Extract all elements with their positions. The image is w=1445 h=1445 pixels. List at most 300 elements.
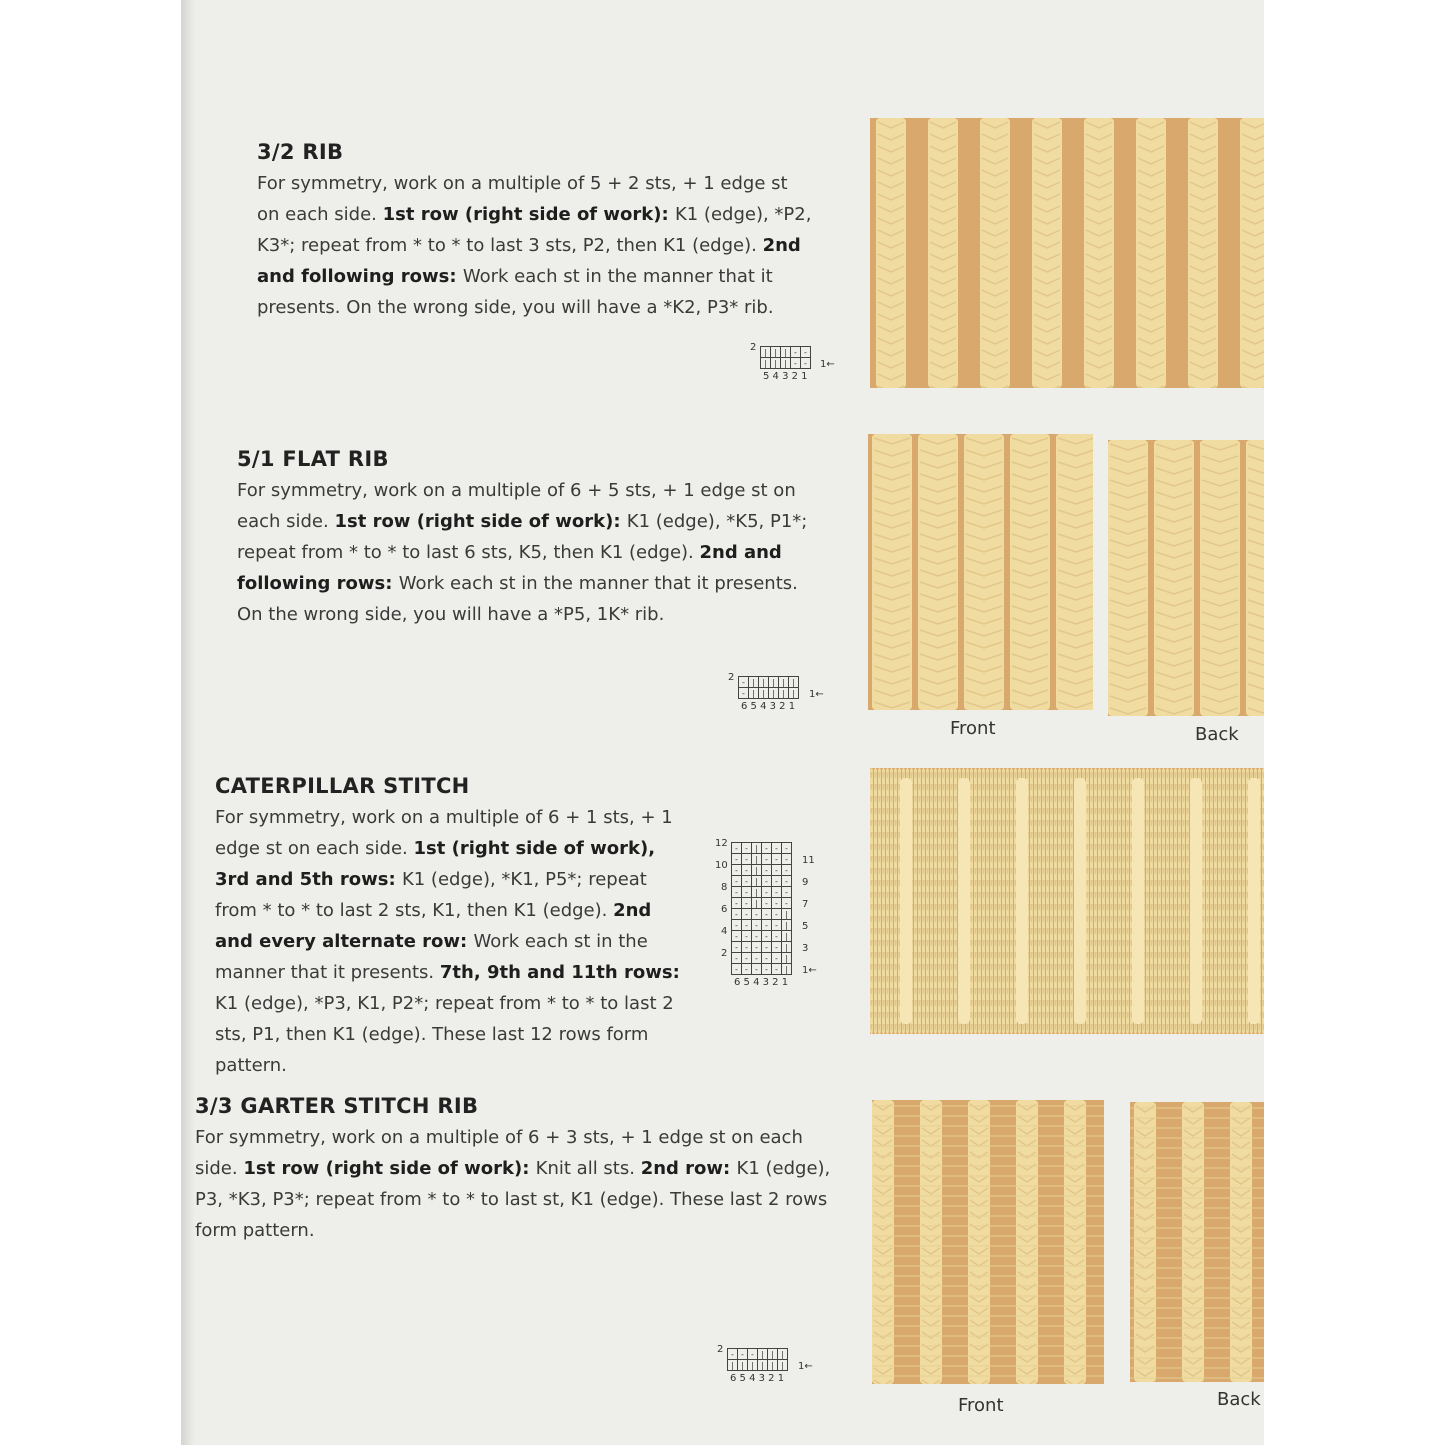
knit-stitch [927, 1024, 928, 1030]
chart-column-numbers: 5 4 3 2 1 [763, 371, 808, 382]
knit-stitch [891, 772, 892, 778]
knit-stitch [935, 976, 936, 982]
chart-cell: - [742, 942, 752, 953]
knit-stitch [971, 784, 972, 790]
knit-stitch [879, 976, 880, 982]
knit-stitch [1227, 832, 1228, 838]
knit-column [1062, 768, 1065, 1034]
chart-cell: - [752, 964, 762, 975]
knit-stitch [943, 784, 944, 790]
knit-stitch [1227, 844, 1228, 850]
knit-stitch [1011, 868, 1012, 874]
knit-stitch [987, 1024, 988, 1030]
knit-stitch [951, 844, 952, 850]
knit-stitch [1103, 832, 1104, 838]
knit-stitch [919, 916, 920, 922]
knit-stitch [1155, 904, 1156, 910]
knit-stitch [1047, 868, 1048, 874]
knit-stitch [1147, 964, 1148, 970]
knit-stitch [919, 796, 920, 802]
knit-stitch [1203, 1000, 1204, 1006]
knit-stitch [1107, 1024, 1108, 1030]
knit-stitch [1231, 880, 1232, 886]
knit-stitch [1147, 808, 1148, 814]
knit-stitch [947, 1024, 948, 1030]
knit-stitch [971, 1000, 972, 1006]
knit-stitch [1223, 892, 1224, 898]
knit-stitch [1035, 976, 1036, 982]
body-text-run: For symmetry, work on a multiple of 6 + 5 sts, + 1 edge st on each side. [237, 480, 796, 532]
knit-stitch [971, 928, 972, 934]
knit-stitch [1215, 796, 1216, 802]
knit-stitch [1127, 1000, 1128, 1006]
knit-stitch [1051, 940, 1052, 946]
chart-cell: | [759, 688, 769, 699]
knit-stitch [987, 916, 988, 922]
knit-stitch [923, 820, 924, 826]
knit-stitch [947, 940, 948, 946]
knit-stitch [923, 964, 924, 970]
knit-stitch [915, 820, 916, 826]
chart-column-numbers: 6 5 4 3 2 1 [741, 701, 796, 712]
knit-stitch [1175, 964, 1176, 970]
knit-stitch [1015, 796, 1016, 802]
knit-stitch [919, 844, 920, 850]
knit-stitch [939, 820, 940, 826]
knit-stitch [1147, 988, 1148, 994]
knit-stitch [1131, 808, 1132, 814]
knit-stitch [1127, 940, 1128, 946]
knit-stitch [919, 940, 920, 946]
knit-stitch [955, 892, 956, 898]
knit-stitch [967, 1024, 968, 1030]
knit-stitch [1159, 1000, 1160, 1006]
knit-stitch [1047, 880, 1048, 886]
knit-stitch [1039, 820, 1040, 826]
knit-stitch [1179, 772, 1180, 778]
knit-stitch [1055, 796, 1056, 802]
knit-stitch [943, 844, 944, 850]
knit-stitch [1223, 808, 1224, 814]
chart-cell: - [732, 953, 742, 964]
knit-stitch [1235, 1000, 1236, 1006]
knit-stitch [995, 832, 996, 838]
chart-cell: | [768, 1360, 778, 1371]
knit-stitch [1263, 1012, 1264, 1018]
knit-stitch [999, 796, 1000, 802]
knit-stitch [1135, 772, 1136, 778]
knit-stitch [987, 772, 988, 778]
knit-stitch [1187, 940, 1188, 946]
knit-stitch [1099, 928, 1100, 934]
knit-stitch [1131, 964, 1132, 970]
knit-stitch [1175, 772, 1176, 778]
knit-stitch [1167, 904, 1168, 910]
knit-stitch [999, 892, 1000, 898]
knit-stitch [1091, 1012, 1092, 1018]
swatch-label-back: Back [1195, 724, 1239, 745]
knit-stitch [1171, 1024, 1172, 1030]
knit-stitch [935, 928, 936, 934]
knit-stitch [1247, 892, 1248, 898]
knit-stitch [1115, 904, 1116, 910]
knit-stitch [1247, 952, 1248, 958]
knit-stitch [1211, 976, 1212, 982]
knit-stitch [919, 880, 920, 886]
knit-column [1054, 768, 1057, 1034]
knit-stitch [987, 856, 988, 862]
knit-stitch [951, 868, 952, 874]
knit-stitch [1235, 988, 1236, 994]
knit-stitch [915, 1000, 916, 1006]
knit-stitch [1003, 988, 1004, 994]
knit-stitch [1235, 844, 1236, 850]
chart-cell: - [732, 909, 742, 920]
knit-stitch [927, 820, 928, 826]
knit-stitch [979, 784, 980, 790]
knit-stitch [1027, 772, 1028, 778]
knit-stitch [1067, 916, 1068, 922]
knit-stitch [1051, 832, 1052, 838]
knit-stitch [1231, 856, 1232, 862]
knit-stitch [1043, 916, 1044, 922]
knit-stitch [883, 916, 884, 922]
knit-stitch [1103, 1012, 1104, 1018]
knit-stitch [1187, 916, 1188, 922]
knit-stitch [1239, 808, 1240, 814]
knit-stitch [1147, 880, 1148, 886]
knit-stitch [1067, 928, 1068, 934]
knit-stitch [1155, 784, 1156, 790]
knit-stitch [1211, 904, 1212, 910]
chart-cell: - [772, 920, 782, 931]
knit-stitch [1131, 1012, 1132, 1018]
knit-stitch [1055, 784, 1056, 790]
knit-column [894, 768, 897, 1034]
knit-stitch [1007, 940, 1008, 946]
chart-cell: | [748, 1360, 758, 1371]
knit-stitch [871, 832, 872, 838]
knit-stitch [1243, 904, 1244, 910]
knit-stitch [995, 796, 996, 802]
knit-stitch [943, 1000, 944, 1006]
knit-stitch [1035, 1000, 1036, 1006]
knit-stitch [891, 880, 892, 886]
knit-stitch [875, 892, 876, 898]
knit-stitch [935, 940, 936, 946]
knit-stitch [871, 772, 872, 778]
knit-stitch [903, 1024, 904, 1030]
body-text-run: K1 (edge), *P3, K1, P2*; repeat from * to * to last 2 sts, P1, then K1 (edge). These last 12 rows form pattern. [215, 993, 674, 1076]
knit-stitch [1175, 796, 1176, 802]
chart-cell: - [762, 909, 772, 920]
knit-stitch [1031, 976, 1032, 982]
knit-stitch [891, 904, 892, 910]
section-caterpillar-stitch [215, 774, 685, 1081]
knit-stitch [943, 1012, 944, 1018]
knit-stitch [935, 868, 936, 874]
knit-stitch [1131, 784, 1132, 790]
knit-stitch [939, 772, 940, 778]
knit-stitch [1011, 1012, 1012, 1018]
knit-stitch [1015, 916, 1016, 922]
knit-stitch [1239, 964, 1240, 970]
knit-stitch [947, 928, 948, 934]
knit-stitch [915, 928, 916, 934]
swatch-label-front: Front [958, 1395, 1004, 1416]
knit-stitch [1155, 856, 1156, 862]
knit-stitch [1171, 952, 1172, 958]
knit-stitch [1047, 952, 1048, 958]
knit-column [1042, 768, 1045, 1034]
knit-stitch [1123, 976, 1124, 982]
knit-stitch [1071, 916, 1072, 922]
knit-stitch [887, 784, 888, 790]
knit-stitch [1103, 880, 1104, 886]
knit-stitch [1007, 1012, 1008, 1018]
chart-row-number: 2 [750, 342, 757, 353]
knit-stitch [1087, 988, 1088, 994]
body-bold-run: 7th, 9th and 11th rows: [439, 962, 680, 983]
knit-stitch [987, 796, 988, 802]
knit-stitch [1047, 928, 1048, 934]
knit-stitch [1187, 808, 1188, 814]
knit-stitch [1183, 796, 1184, 802]
knit-stitch [1043, 772, 1044, 778]
knit-stitch [1239, 928, 1240, 934]
knit-stitch [1095, 820, 1096, 826]
knit-stitch [875, 940, 876, 946]
knit-stitch [1071, 796, 1072, 802]
knit-stitch [923, 772, 924, 778]
knit-stitch [879, 940, 880, 946]
knit-stitch [1223, 820, 1224, 826]
knit-stitch [1123, 928, 1124, 934]
knit-stitch [1059, 1012, 1060, 1018]
knit-stitch [899, 772, 900, 778]
knit-stitch [1131, 832, 1132, 838]
knit-stitch [1227, 976, 1228, 982]
knit-stitch [947, 832, 948, 838]
knit-stitch [1099, 904, 1100, 910]
knit-stitch [1059, 964, 1060, 970]
knit-stitch [987, 904, 988, 910]
knit-stitch [1047, 988, 1048, 994]
knit-stitch [875, 880, 876, 886]
knit-stitch [1091, 880, 1092, 886]
knit-stitch [891, 868, 892, 874]
knit-stitch [999, 904, 1000, 910]
knit-rib-ridge [1190, 778, 1202, 1024]
knit-stitch [939, 796, 940, 802]
knit-stitch [951, 820, 952, 826]
knit-column [946, 768, 949, 1034]
knit-stitch [979, 832, 980, 838]
chart-cell: - [739, 677, 749, 688]
knit-stitch [1171, 784, 1172, 790]
knit-stitch [1055, 928, 1056, 934]
knit-column [1038, 768, 1041, 1034]
knit-stitch [1011, 844, 1012, 850]
knit-stitch [1203, 784, 1204, 790]
knit-stitch [1243, 1024, 1244, 1030]
knit-stitch [1179, 784, 1180, 790]
knit-stitch [1243, 832, 1244, 838]
knit-stitch [883, 868, 884, 874]
knit-stitch [1223, 868, 1224, 874]
knit-stitch [871, 784, 872, 790]
knit-stitch [931, 772, 932, 778]
knit-stitch [1003, 808, 1004, 814]
knit-stitch [923, 1012, 924, 1018]
knit-column [1118, 768, 1121, 1034]
knit-stitch [899, 952, 900, 958]
knit-stitch [1067, 808, 1068, 814]
knit-stitch [1163, 892, 1164, 898]
knit-column [1030, 768, 1033, 1034]
knit-stitch [891, 1000, 892, 1006]
knit-stitch [1207, 1012, 1208, 1018]
knit-stitch [1115, 988, 1116, 994]
knit-stitch [1003, 916, 1004, 922]
knit-stitch [943, 904, 944, 910]
knit-stitch [1207, 880, 1208, 886]
knit-stitch [895, 844, 896, 850]
chart-cell: - [772, 843, 782, 854]
knit-stitch [999, 1000, 1000, 1006]
knit-stitch [1103, 940, 1104, 946]
knit-column [954, 768, 957, 1034]
knit-stitch [1263, 820, 1264, 826]
knit-stitch [875, 928, 876, 934]
knit-stitch [1011, 784, 1012, 790]
swatch-3-2-rib-photo [870, 118, 1264, 388]
knit-column [1066, 768, 1069, 1034]
chart-row-number: 2 [717, 1344, 724, 1355]
knit-stitch [1235, 868, 1236, 874]
knit-stitch [1011, 856, 1012, 862]
knit-stitch [975, 868, 976, 874]
knit-stitch [1095, 976, 1096, 982]
knit-stitch [1227, 880, 1228, 886]
knit-stitch [899, 1012, 900, 1018]
knit-stitch [1151, 784, 1152, 790]
knit-stitch [1035, 892, 1036, 898]
knit-stitch [879, 904, 880, 910]
knit-stitch [943, 940, 944, 946]
knit-stitch [1055, 856, 1056, 862]
knit-stitch [919, 892, 920, 898]
knit-stitch [947, 772, 948, 778]
knit-stitch [939, 1012, 940, 1018]
knit-stitch [1151, 808, 1152, 814]
knit-stitch [1119, 928, 1120, 934]
knit-stitch [1087, 916, 1088, 922]
knit-stitch [1071, 952, 1072, 958]
knit-stitch [939, 904, 940, 910]
knit-stitch [1123, 820, 1124, 826]
knit-stitch [1247, 820, 1248, 826]
knit-stitch [943, 928, 944, 934]
knit-stitch [1103, 904, 1104, 910]
knit-stitch [1163, 1012, 1164, 1018]
chart-cell: - [742, 931, 752, 942]
knit-stitch [883, 832, 884, 838]
knit-stitch [1031, 832, 1032, 838]
knit-stitch [1127, 892, 1128, 898]
knit-stitch [979, 1012, 980, 1018]
knit-stitch [915, 832, 916, 838]
knit-stitch [1167, 868, 1168, 874]
knit-stitch [1111, 976, 1112, 982]
knit-stitch [1203, 988, 1204, 994]
knit-stitch [1071, 892, 1072, 898]
knit-stitch [1243, 820, 1244, 826]
knit-stitch [1031, 916, 1032, 922]
knit-stitch [1123, 952, 1124, 958]
knit-stitch [1115, 808, 1116, 814]
knit-stitch [1115, 1012, 1116, 1018]
section-body [195, 1122, 835, 1246]
knit-stitch [1115, 952, 1116, 958]
knit-stitch [1167, 916, 1168, 922]
knit-stitch [875, 1012, 876, 1018]
knit-stitch [1171, 868, 1172, 874]
knit-stitch [1239, 796, 1240, 802]
knit-stitch [1243, 916, 1244, 922]
knit-stitch [1059, 904, 1060, 910]
chart-cell: - [772, 909, 782, 920]
knit-stitch [1087, 784, 1088, 790]
knit-stitch [1155, 940, 1156, 946]
knit-stitch [1231, 808, 1232, 814]
knit-stitch [1131, 940, 1132, 946]
knit-stitch [1243, 796, 1244, 802]
knit-stitch [1111, 832, 1112, 838]
knit-stitch [1107, 952, 1108, 958]
knit-column [1162, 768, 1165, 1034]
knit-stitch [1047, 844, 1048, 850]
chart-cell: | [782, 920, 792, 931]
knit-stitch [1099, 916, 1100, 922]
section-title: 3/2 RIB [257, 140, 344, 164]
knit-stitch [1087, 1024, 1088, 1030]
knit-stitch [987, 868, 988, 874]
knit-stitch [1203, 940, 1204, 946]
knit-stitch [987, 844, 988, 850]
knit-stitch [1263, 1000, 1264, 1006]
knit-stitch [971, 832, 972, 838]
body-bold-run: 2nd and following rows: [237, 542, 782, 594]
chart-cell: | [758, 1349, 768, 1360]
knit-stitch [1011, 1000, 1012, 1006]
knit-stitch [991, 964, 992, 970]
knit-stitch [1059, 880, 1060, 886]
knit-stitch [1059, 916, 1060, 922]
knit-stitch [971, 772, 972, 778]
knit-stitch [1183, 832, 1184, 838]
knit-stitch [939, 916, 940, 922]
knit-stitch [927, 928, 928, 934]
knit-stitch [1111, 904, 1112, 910]
knit-stitch [1227, 772, 1228, 778]
knit-stitch [1011, 1024, 1012, 1030]
knit-stitch [887, 904, 888, 910]
knit-stitch [1235, 916, 1236, 922]
knit-stitch [1035, 844, 1036, 850]
knit-stitch [1247, 940, 1248, 946]
knit-stitch [963, 772, 964, 778]
